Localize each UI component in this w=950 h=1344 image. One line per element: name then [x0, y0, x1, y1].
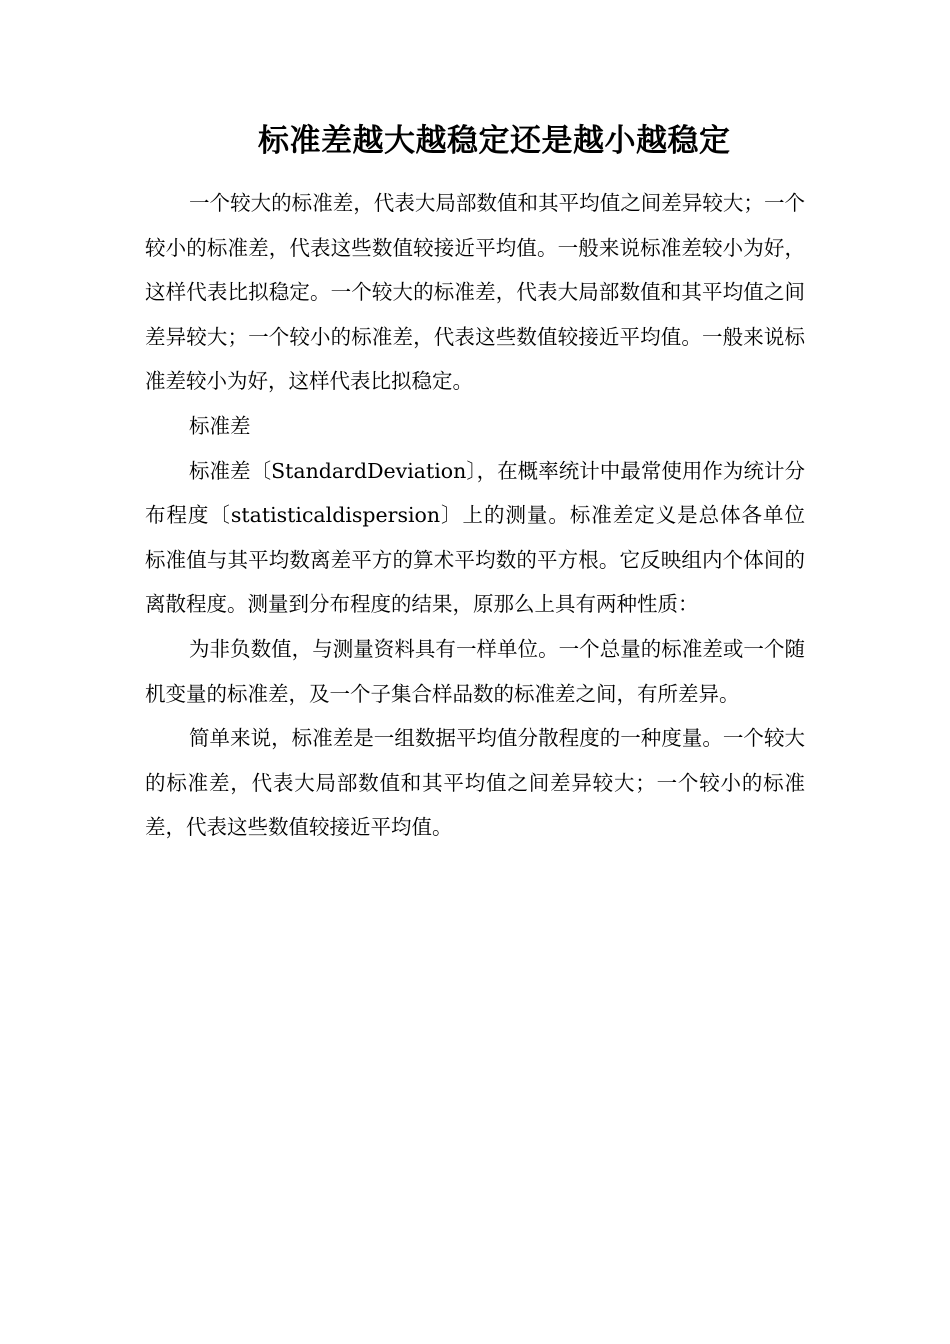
document-title: 标准差越大越稳定还是越小越稳定: [258, 123, 731, 159]
paragraph-intro: 一个较大的标准差，代表大局部数值和其平均值之间差异较大；一个较小的标准差，代表这些数值较接近平均值。一般来说标准差较小为好，这样代表比拟稳定。一个较大的标准差，代表大局部数值和其平均值之间差异较大；一个较小的标准差，代表这些数值较接近平均值。一般来说标准差较小为好，这样代表比拟稳定。: [145, 191, 805, 394]
paragraph-summary: 简单来说，标准差是一组数据平均值分散程度的一种度量。一个较大的标准差，代表大局部数值和其平均值之间差异较大；一个较小的标准差，代表这些数值较接近平均值。: [145, 726, 805, 840]
paragraph-definition: 标准差〔StandardDeviation〕，在概率统计中最常使用作为统计分布程度〔statisticaldispersion〕上的测量。标准差定义是总体各单位标准值与其平均数离差平方的算术平均数的平方根。它反映组内个体间的离散程度。测量到分布程度的结果，原那么上具有两种性质：: [145, 458, 805, 617]
document-body: [145, 181, 805, 850]
paragraph-heading-standard-deviation: 标准差: [189, 413, 251, 438]
paragraph-properties: 为非负数值，与测量资料具有一样单位。一个总量的标准差或一个随机变量的标准差，及一个子集合样品数的标准差之间，有所差异。: [145, 636, 805, 706]
